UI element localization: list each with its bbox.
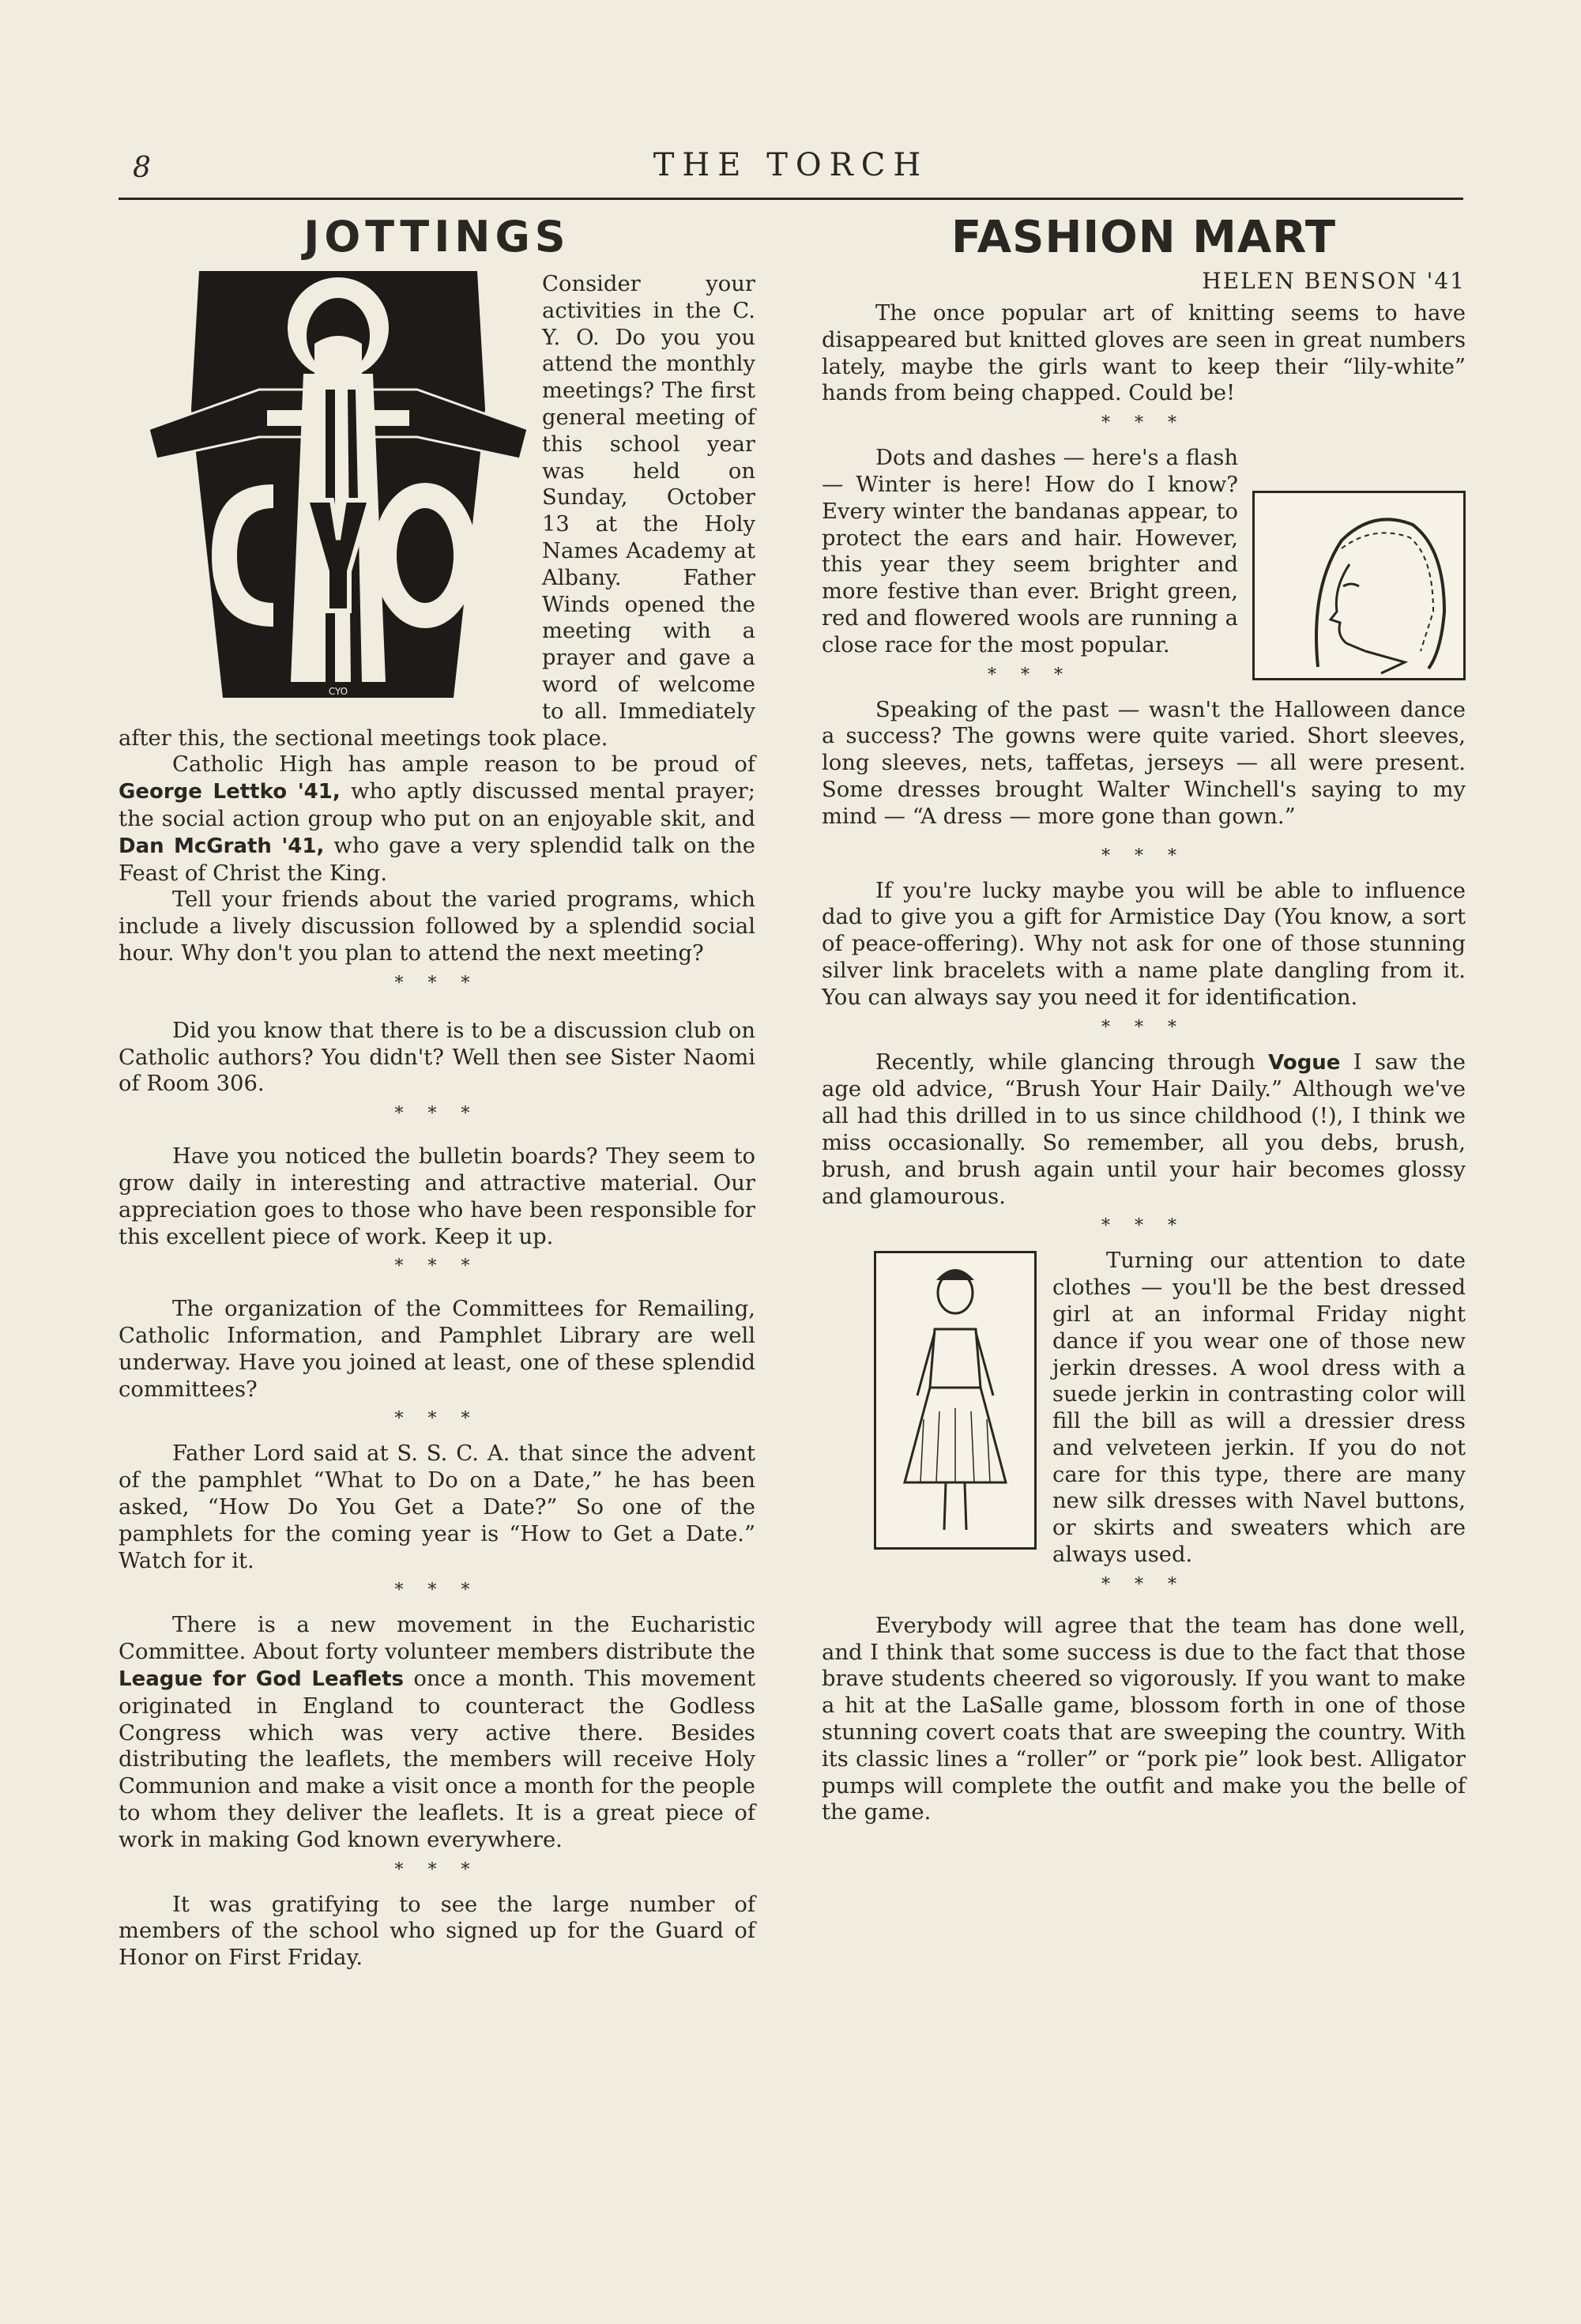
jottings-paragraph-7: Father Lord said at S. S. C. A. that since the advent of the pamphlet “What to Do on a Date,” he has been asked, “How Do You Get a Date?” So one of the pamphlets for the coming year is “How to Get a Date.” Watch for it. bbox=[119, 1441, 755, 1573]
section-separator: * * * bbox=[394, 1580, 480, 1601]
jottings-paragraph-4: Did you know that there is to be a discussion club on Catholic authors? You didn't? Well then see Sister Naomi of Room 306. bbox=[119, 1018, 755, 1097]
student-name-lettko: George Lettko '41, bbox=[119, 780, 341, 804]
fashion-paragraph-1: The once popular art of knitting seems to have disappeared but knitted gloves are seen in great numbers lately, maybe the girls want to keep their “lily-white” hands from being chapped. Could be! bbox=[822, 301, 1466, 406]
section-separator: * * * bbox=[1101, 1017, 1186, 1038]
section-separator: * * * bbox=[1101, 1574, 1186, 1595]
page-number: 8 bbox=[133, 152, 151, 184]
jottings-paragraph-9: It was gratifying to see the large number of members of the school who signed up for the Guard of Honor on First Friday. bbox=[119, 1892, 755, 1971]
masthead-title: THE TORCH bbox=[653, 147, 929, 183]
fashion-mart-column bbox=[822, 212, 1466, 1826]
fashion-paragraph-5: Recently, while glancing through Vogue I saw the age old advice, “Brush Your Hair Daily.” Although we've all had this drilled in to us since childhood (!), I think we miss occasionally. So remember, all you debs, brush, brush, and brush again until your hair becomes glossy and glamourous. bbox=[822, 1049, 1466, 1209]
jottings-heading: JOTTINGS bbox=[303, 212, 570, 262]
jottings-paragraph-1: Consider your activities in the C. Y. O. Do you you attend the monthly meetings? The first general meeting of this school year was held on Sunday, October 13 at the Holy Names Academy at Albany. Father Winds opened the meeting with a prayer and gave a word of welcome to all. Immediately after this, the sectional meetings took place. bbox=[119, 272, 755, 751]
league-leaflets: League for God Leaflets bbox=[119, 1667, 404, 1692]
section-separator: * * * bbox=[394, 973, 480, 993]
section-separator: * * * bbox=[1101, 413, 1186, 434]
jottings-paragraph-3: Tell your friends about the varied programs, which include a lively discussion followed by a splendid social hour. Why don't you plan to attend the next meeting? bbox=[119, 887, 755, 966]
section-separator: * * * bbox=[1101, 846, 1186, 866]
jottings-paragraph-5: Have you noticed the bulletin boards? They seem to grow daily in interesting and attractive material. Our appreciation goes to those who have been responsible for this excellent piece of work. Keep it up. bbox=[119, 1144, 755, 1249]
section-separator: * * * bbox=[394, 1409, 480, 1429]
fashion-paragraph-2: Dots and dashes — here's a flash — Winter is here! How do I know? Every winter the bandanas appear, to protect the ears and hair. However, this year they seem brighter and more festive than ever. Bright green, red and flowered wools are running a close race for the most popular. bbox=[822, 446, 1238, 657]
fashion-paragraph-7: Everybody will agree that the team has done well, and I think that some success is due to the fact that those brave students cheered so vigorously. If you want to make a hit at the LaSalle game, blossom forth in one of those stunning covert coats that are sweeping the country. With its classic lines a “roller” or “pork pie” look best. Alligator pumps will complete the outfit and make you the belle of the game. bbox=[822, 1613, 1466, 1825]
jerkin-dress-girl-illustration bbox=[874, 1251, 1037, 1550]
fashion-paragraph-3: Speaking of the past — wasn't the Halloween dance a success? The gowns were quite varied. Short sleeves, long sleeves, nets, taffetas, jerseys — all were present. Some dresses brought Walter Winchell's saying to my mind — “A dress — more gone than gown.” bbox=[822, 697, 1466, 829]
section-separator: * * * bbox=[394, 1859, 480, 1880]
fashion-paragraph-4: If you're lucky maybe you will be able to influence dad to give you a gift for Armistice Day (You know, a sort of peace-offering). Why not ask for one of those stunning silver link bracelets with a name plate dangling from it. You can always say you need it for identification. bbox=[822, 878, 1466, 1010]
student-name-mcgrath: Dan McGrath '41, bbox=[119, 834, 325, 858]
jottings-paragraph-8: There is a new movement in the Eucharistic Committee. About forty volunteer members distribute the League for God Leaflets once a month. This movement originated in England to counteract the Godless Congress which was very active there. Besides distributing the leaflets, the members will receive Holy Communion and make a visit once a month for the people to whom they deliver the leaflets. It is a great piece of work in making God known everywhere. bbox=[119, 1613, 755, 1852]
jottings-column bbox=[119, 212, 755, 1972]
cyo-emblem-text: CYO bbox=[328, 686, 348, 697]
vogue-magazine-name: Vogue bbox=[1268, 1050, 1341, 1075]
masthead-rule bbox=[119, 198, 1463, 200]
fashion-paragraph-6: Turning our attention to date clothes — you'll be the best dressed girl at an informal Friday night dance if you wear one of those new jerkin dresses. A wool dress with a suede jerkin in contrasting color will fill the bill as will a dressier dress and velveteen jerkin. If you do not care for this type, there are many new silk dresses with Navel buttons, or skirts and sweaters which are always used. bbox=[1052, 1249, 1466, 1568]
section-separator: * * * bbox=[394, 1104, 480, 1124]
jottings-paragraph-6: The organization of the Committees for Remailing, Catholic Information, and Pamphlet Library are well underway. Have you joined at least, one of these splendid committees? bbox=[119, 1297, 755, 1402]
section-separator: * * * bbox=[1101, 1216, 1186, 1237]
fashion-mart-heading: FASHION MART bbox=[950, 212, 1337, 263]
cyo-emblem-illustration bbox=[149, 271, 528, 706]
section-separator: * * * bbox=[988, 665, 1072, 685]
section-separator: * * * bbox=[394, 1256, 480, 1277]
author-byline: HELEN BENSON '41 bbox=[1202, 268, 1466, 294]
jottings-paragraph-2: Catholic High has ample reason to be proud of George Lettko '41, who aptly discussed mental prayer; the social action group who put on an enjoyable skit, and Dan McGrath '41, who gave a very splendid talk on the Feast of Christ the King. bbox=[119, 752, 755, 886]
bandana-girl-illustration bbox=[1252, 491, 1466, 680]
